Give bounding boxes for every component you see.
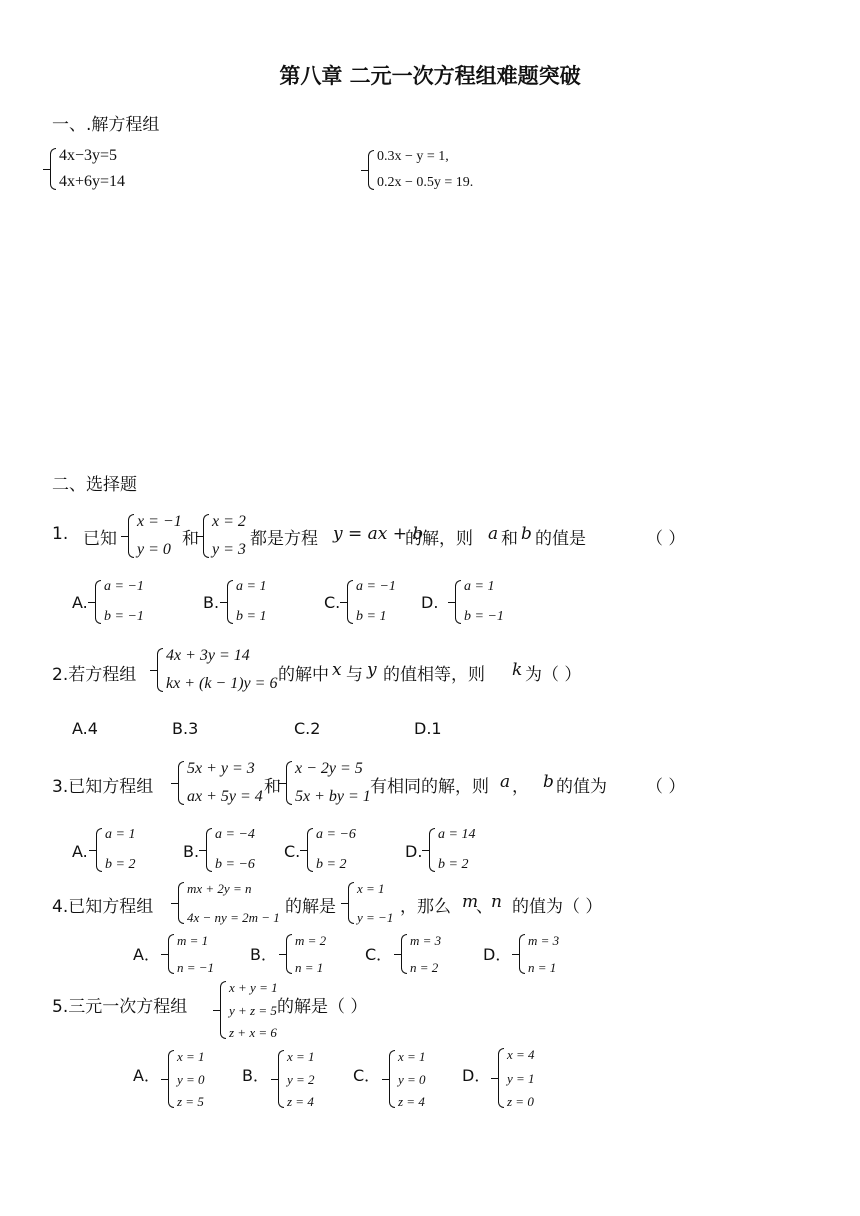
page-title: 第八章 二元一次方程组难题突破 <box>279 64 581 88</box>
q3-system-a: 5x + y = 3 ax + 5y = 4 <box>178 761 263 805</box>
system-2 <box>368 150 473 190</box>
q5-text-a: 5.三元一次方程组 <box>52 997 188 1017</box>
q3-system-b: x − 2y = 5 5x + by = 1 <box>286 761 371 805</box>
q5-option-a-label[interactable]: A． <box>133 1066 160 1085</box>
system-1-eq-2: 4x+6y=14 <box>59 173 126 190</box>
q2-text-e[interactable]: 为（ ） <box>525 665 582 685</box>
q5-option-b[interactable]: x = 1 y = 2 z = 4 <box>278 1050 315 1108</box>
q5-option-d-label[interactable]: D． <box>462 1066 491 1085</box>
q1-option-c[interactable]: a = −1 b = 1 <box>347 580 396 624</box>
q3-text-c: 的值为 <box>556 777 607 797</box>
q1-number: 1. <box>52 524 69 544</box>
q3-text-b: 有相同的解，则 <box>370 777 489 797</box>
q4-system: mx + 2y = n 4x − ny = 2m − 1 <box>178 882 280 924</box>
q2-option-d[interactable]: D.1 <box>414 719 442 738</box>
q4-var-n: n <box>491 892 502 912</box>
q1-var-b: b <box>521 524 532 544</box>
q1-answer-blank[interactable]: （ ） <box>646 529 686 549</box>
q5-option-d[interactable]: x = 4 y = 1 z = 0 <box>498 1048 535 1108</box>
q1-option-a[interactable]: a = −1 b = −1 <box>95 580 144 624</box>
q2-var-k: k <box>512 660 523 680</box>
q2-option-b[interactable]: B.3 <box>172 719 199 738</box>
q2-var-x: x <box>332 660 342 680</box>
q3-option-b-label[interactable]: B. <box>183 842 200 861</box>
q1-text-b: 都是方程 <box>250 529 318 549</box>
system-1 <box>50 148 125 190</box>
q4-text-d[interactable]: 的值为（ ） <box>512 897 603 917</box>
q1-system-b: x = 2 y = 3 <box>203 514 246 558</box>
q2-var-y: y <box>367 660 377 680</box>
q3-comma: ， <box>512 777 529 797</box>
q2-text-d: 的值相等，则 <box>383 665 485 685</box>
q2-text-c: 与 <box>346 665 363 685</box>
q4-option-d[interactable]: m = 3 n = 1 <box>519 934 559 974</box>
q1-option-a-label[interactable]: A. <box>72 593 88 612</box>
q3-option-c-label[interactable]: C. <box>284 842 301 861</box>
q3-text-a: 3.已知方程组 <box>52 777 154 797</box>
section-2-heading: 二、选择题 <box>52 475 137 495</box>
q3-var-a: a <box>500 772 511 792</box>
system-1-eq-1: 4x−3y=5 <box>59 147 118 164</box>
system-2-eq-1: 0.3x − y = 1, <box>377 149 449 164</box>
q4-option-a[interactable]: m = 1 n = −1 <box>168 934 214 974</box>
q4-option-c[interactable]: m = 3 n = 2 <box>401 934 441 974</box>
q1-text-a: 已知 <box>83 529 117 549</box>
q2-option-c[interactable]: C.2 <box>294 719 321 738</box>
q2-text-b: 的解中 <box>278 665 329 685</box>
q1-equation: y = ax + b <box>333 524 424 544</box>
q1-option-d-label[interactable]: D. <box>421 593 439 612</box>
q5-option-b-label[interactable]: B． <box>242 1066 269 1085</box>
q4-option-a-label[interactable]: A． <box>133 945 160 964</box>
q3-var-b: b <box>543 772 554 792</box>
q1-option-d[interactable]: a = 1 b = −1 <box>455 580 504 624</box>
section-1-heading: 一、.解方程组 <box>52 115 160 135</box>
q1-option-c-label[interactable]: C. <box>324 593 341 612</box>
q3-option-a[interactable]: a = 1 b = 2 <box>96 828 135 872</box>
q1-var-a: a <box>488 524 499 544</box>
q5-option-c-label[interactable]: C． <box>353 1066 381 1085</box>
q3-option-d[interactable]: a = 14 b = 2 <box>429 828 475 872</box>
q1-option-b[interactable]: a = 1 b = 1 <box>227 580 266 624</box>
q3-option-b[interactable]: a = −4 b = −6 <box>206 828 255 872</box>
q5-option-a[interactable]: x = 1 y = 0 z = 5 <box>168 1050 205 1108</box>
q1-option-b-label[interactable]: B. <box>203 593 220 612</box>
q3-answer-blank[interactable]: （ ） <box>646 777 686 797</box>
q1-system-a: x = −1 y = 0 <box>128 514 182 558</box>
q5-text-b[interactable]: 的解是（ ） <box>277 997 368 1017</box>
q4-solution: x = 1 y = −1 <box>348 882 393 924</box>
q2-system: 4x + 3y = 14 kx + (k − 1)y = 6 <box>157 648 277 692</box>
q5-option-c[interactable]: x = 1 y = 0 z = 4 <box>389 1050 426 1108</box>
q4-var-m: m <box>462 892 479 912</box>
q5-system: x + y = 1 y + z = 5 z + x = 6 <box>220 981 278 1039</box>
q4-text-b: 的解是 <box>285 897 336 917</box>
q1-and: 和 <box>182 529 199 549</box>
q3-option-d-label[interactable]: D. <box>405 842 423 861</box>
system-2-eq-2: 0.2x − 0.5y = 19. <box>377 175 474 190</box>
q4-option-d-label[interactable]: D． <box>483 945 512 964</box>
q4-text-a: 4.已知方程组 <box>52 897 154 917</box>
q1-text-c: 的解，则 <box>405 529 473 549</box>
q4-option-c-label[interactable]: C． <box>365 945 393 964</box>
q3-option-c[interactable]: a = −6 b = 2 <box>307 828 356 872</box>
q3-and: 和 <box>264 777 281 797</box>
q1-and-2: 和 <box>501 529 518 549</box>
q4-option-b[interactable]: m = 2 n = 1 <box>286 934 326 974</box>
q2-option-a[interactable]: A.4 <box>72 719 98 738</box>
q4-text-c: ，那么 <box>400 897 451 917</box>
q2-text-a: 2.若方程组 <box>52 665 137 685</box>
q1-text-d: 的值是 <box>535 529 586 549</box>
q3-option-a-label[interactable]: A. <box>72 842 88 861</box>
q4-separator: 、 <box>476 897 493 917</box>
q4-option-b-label[interactable]: B． <box>250 945 277 964</box>
